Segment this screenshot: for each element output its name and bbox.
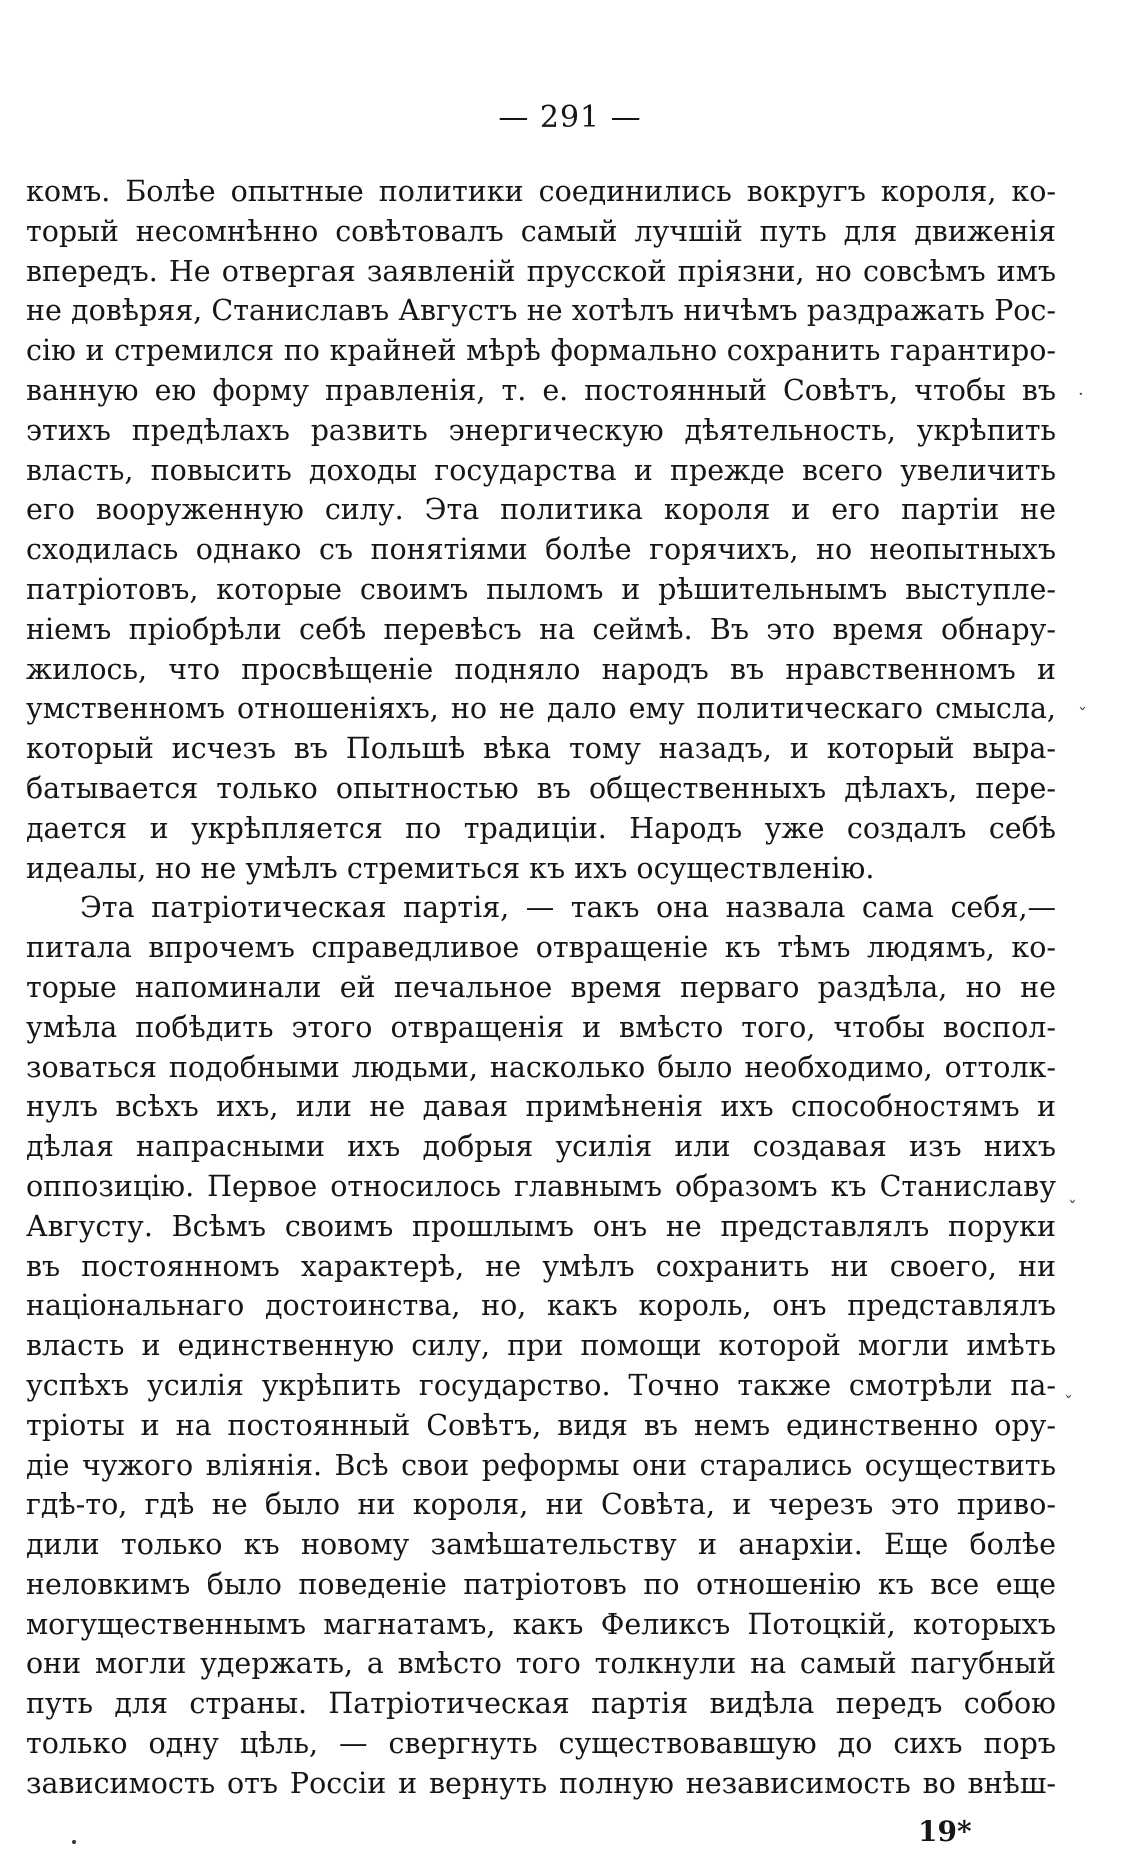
- text-line: они могли удержать, а вмѣсто того толкнули на самый пагубный: [26, 1647, 1056, 1681]
- text-line: который исчезъ въ Польшѣ вѣка тому назадъ, и который выра-: [26, 732, 1056, 766]
- text-line: питала впрочемъ справедливое отвращеніе къ тѣмъ людямъ, ко-: [26, 931, 1056, 965]
- text-line: зоваться подобными людьми, насколько было необходимо, оттолк-: [26, 1050, 1056, 1084]
- text-line: успѣхъ усилія укрѣпить государство. Точно также смотрѣли па-: [26, 1368, 1056, 1402]
- text-line: Августу. Всѣмъ своимъ прошлымъ онъ не представлялъ поруки: [26, 1209, 1056, 1243]
- margin-mark: ˇ: [1064, 1393, 1073, 1414]
- text-line: жилось, что просвѣщеніе подняло народъ въ нравственномъ и: [26, 652, 1056, 686]
- text-line: умственномъ отношеніяхъ, но не дало ему политическаго смысла,: [26, 692, 1056, 726]
- text-line: власть и единственную силу, при помощи которой могли имѣть: [26, 1329, 1056, 1363]
- text-line: оппозицію. Первое относилось главнымъ образомъ къ Станиславу: [26, 1169, 1056, 1203]
- text-line: торый несомнѣнно совѣтовалъ самый лучшій путь для движенія: [26, 214, 1056, 248]
- text-line: ванную ею форму правленія, т. е. постоянный Совѣтъ, чтобы въ: [26, 373, 1056, 407]
- text-line: дѣлая напрасными ихъ добрыя усилія или создавая изъ нихъ: [26, 1130, 1056, 1164]
- text-line: ніемъ пріобрѣли себѣ перевѣсъ на сеймѣ. Въ это время обнару-: [26, 612, 1056, 646]
- text-line: путь для страны. Патріотическая партія видѣла передъ собою: [26, 1687, 1056, 1721]
- text-line: только одну цѣль, — свергнуть существовавшую до сихъ поръ: [26, 1727, 1056, 1761]
- text-line: комъ. Болѣе опытные политики соединились вокругъ короля, ко-: [26, 175, 1056, 208]
- text-line: могущественнымъ магнатамъ, какъ Феликсъ Потоцкій, которыхъ: [26, 1607, 1056, 1641]
- text-line: не довѣряя, Станиславъ Августъ не хотѣлъ ничѣмъ раздражать Рос-: [26, 294, 1056, 328]
- text-line: неловкимъ было поведеніе патріотовъ по отношенію къ все еще: [26, 1567, 1056, 1601]
- body-text: [26, 172, 1056, 1804]
- text-line: идеалы, но не умѣлъ стремиться къ ихъ осуществленію.: [26, 851, 875, 885]
- text-line: нулъ всѣхъ ихъ, или не давая примѣненія ихъ способностямъ и: [26, 1090, 1056, 1124]
- text-line: умѣла побѣдить этого отвращенія и вмѣсто того, чтобы воспол-: [26, 1010, 1056, 1044]
- text-line: зависимость отъ Россіи и вернуть полную независимость во внѣш-: [26, 1766, 1056, 1800]
- text-line: въ постоянномъ характерѣ, не умѣлъ сохранить ни своего, ни: [26, 1249, 1056, 1283]
- text-line: діе чужого вліянія. Всѣ свои реформы они старались осуществить: [26, 1448, 1056, 1482]
- text-line: его вооруженную силу. Эта политика короля и его партіи не: [26, 493, 1056, 527]
- text-line: сходилась однако съ понятіями болѣе горячихъ, но неопытныхъ: [26, 533, 1056, 567]
- margin-mark: ˇ: [1078, 705, 1087, 726]
- text-line: тріоты и на постоянный Совѣтъ, видя въ немъ единственно ору-: [26, 1408, 1056, 1442]
- text-line: торые напоминали ей печальное время перваго раздѣла, но не: [26, 970, 1056, 1004]
- margin-mark: ·: [1078, 384, 1084, 405]
- text-line: этихъ предѣлахъ развить энергическую дѣятельность, укрѣпить: [26, 413, 1056, 447]
- text-line: дили только къ новому замѣшательству и анархіи. Еще болѣе: [26, 1528, 1056, 1562]
- text-line: дается и укрѣпляется по традиціи. Народъ уже создалъ себѣ: [26, 811, 1056, 845]
- page-number: — 291 —: [498, 100, 642, 135]
- text-line: сію и стремился по крайней мѣрѣ формально сохранить гарантиро-: [26, 334, 1056, 368]
- text-line: національнаго достоинства, но, какъ король, онъ представлялъ: [26, 1289, 1056, 1323]
- text-line: гдѣ-то, гдѣ не было ни короля, ни Совѣта, и черезъ это приво-: [26, 1488, 1056, 1522]
- text-line: патріотовъ, которые своимъ пыломъ и рѣшительнымъ выступле-: [26, 572, 1056, 606]
- printer-signature-mark: 19*: [918, 1815, 972, 1848]
- margin-mark: ˇ: [1068, 1198, 1077, 1219]
- text-line: впередъ. Не отвергая заявленій прусской пріязни, но совсѣмъ имъ: [26, 254, 1056, 288]
- ink-speck: [72, 1840, 76, 1844]
- text-line: власть, повысить доходы государства и прежде всего увеличить: [26, 453, 1056, 487]
- text-line: батывается только опытностью въ общественныхъ дѣлахъ, пере-: [26, 771, 1056, 805]
- text-line: Эта патріотическая партія, — такъ она назвала сама себя,—: [80, 891, 1056, 925]
